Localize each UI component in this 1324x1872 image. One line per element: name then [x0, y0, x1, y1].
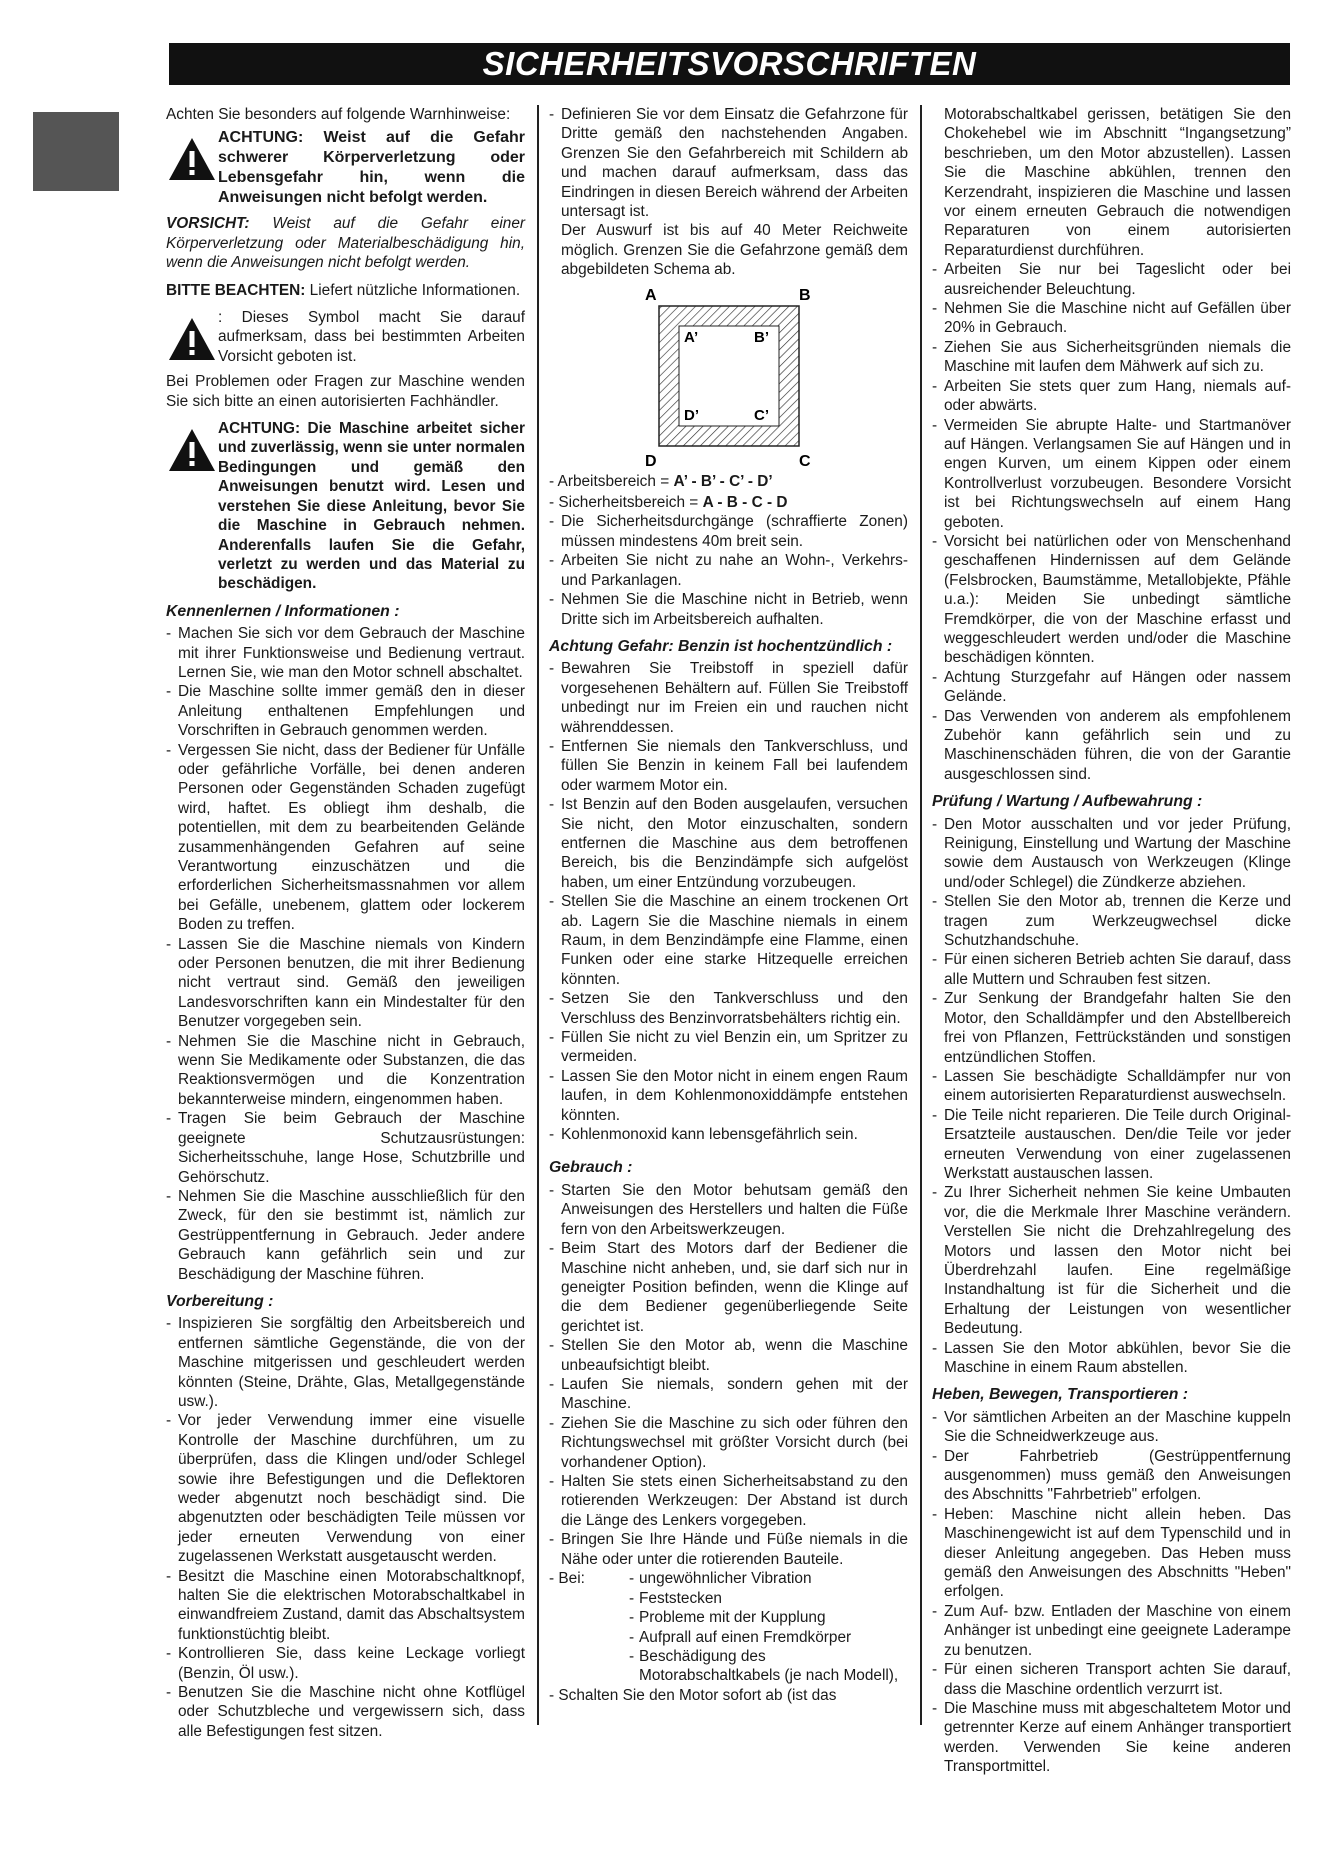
warning-triangle-icon	[166, 308, 218, 362]
achtung-text: ACHTUNG: Weist auf die Gefahr schwerer Körperverletzung oder Lebensgefahr hin, wenn die Anweisungen nicht befolgt werden.	[218, 129, 525, 207]
list-item: - Arbeiten Sie nur bei Tageslicht oder bei ausreichender Beleuchtung.	[932, 260, 1291, 299]
warning-triangle-icon	[166, 419, 218, 473]
label-D: D	[645, 452, 657, 468]
list-item: - Bringen Sie Ihre Hände und Füße niemals in die Nähe oder unter die rotierenden Bauteile.	[549, 1530, 908, 1569]
section-tab-marker	[33, 112, 119, 191]
list-item: - Vergessen Sie nicht, dass der Bediener für Unfälle oder gefährliche Vorfälle, bei denen anderen Personen oder Gegenständen Schaden zugefügt wird, haftet. Es obliegt ihm deshalb, die potentiellen, mit dem zu bearbeitenden Gelände zusammenhängenden Gefahren auf seine Verantwortung einzuschätzen und die erforderlichen Sicherheitsmassnahmen vor allem bei Gefälle, unebenem, glattem oder lockerem Boden zu treffen.	[166, 741, 525, 935]
list-item: - Füllen Sie nicht zu viel Benzin ein, um Spritzer zu vermeiden.	[549, 1028, 908, 1067]
list-benzin	[549, 659, 908, 1144]
list-item: - Stellen Sie den Motor ab, trennen die Kerze und tragen zum Werkzeugwechsel dicke Schutzhandschuhe.	[932, 892, 1291, 950]
list-item: - Halten Sie stets einen Sicherheitsabstand zu den rotierenden Werkzeugen: Der Abstand ist durch die Länge des Lenkers vorgegeben.	[549, 1472, 908, 1530]
sub-item: - Beschädigung des Motorabschaltkabels (je nach Modell),	[629, 1647, 908, 1686]
bei-sublist	[549, 1569, 908, 1685]
warning-block-achtung-2	[166, 419, 525, 594]
arbeitsbereich-value: A’ - B’ - C’ - D’	[673, 472, 773, 490]
list-item: - Ziehen Sie die Maschine zu sich oder führen den Richtungswechsel mit größter Vorsicht durch (bei vorhandener Option).	[549, 1414, 908, 1472]
list-item: - Lassen Sie den Motor nicht in einem engen Raum laufen, in dem Kohlenmonoxiddämpfe entstehen könnten.	[549, 1067, 908, 1125]
column-divider-1	[537, 105, 539, 1725]
sub-item: - Aufprall auf einen Fremdkörper	[629, 1628, 908, 1647]
list-item: - Nehmen Sie die Maschine nicht auf Gefällen über 20% in Gebrauch.	[932, 299, 1291, 338]
list-item: - Stellen Sie die Maschine an einem trockenen Ort ab. Lagern Sie die Maschine niemals in einem Raum, in dem Benzindämpfe eine Flamme, einen Funken oder eine starke Hitzequelle erreichen könnten.	[549, 892, 908, 989]
schalten-text: - Schalten Sie den Motor sofort ab (ist das	[549, 1686, 837, 1704]
bitte-beachten-text	[166, 281, 525, 300]
sub-item: - ungewöhnlicher Vibration	[629, 1569, 908, 1588]
sicherheitsbereich-value: A - B - C - D	[702, 494, 788, 512]
list-item: - Für einen sicheren Transport achten Sie darauf, dass die Maschine ordentlich verzurrt ist.	[932, 1660, 1291, 1699]
list-item: - Vor jeder Verwendung immer eine visuelle Kontrolle der Maschine durchführen, um zu überprüfen, dass die Klingen und/oder Schlegel sowie ihre Befestigungen und die Deflektoren weder abgenutzt noch beschädigt sind. Die abgenutzten oder beschädigten Teile müssen vor jeder erneuten Verwendung von einer zugelassenen Werkstatt ausgetauscht werden.	[166, 1411, 525, 1566]
list-item: - Nehmen Sie die Maschine ausschließlich für den Zweck, für den sie bestimmt ist, nämlich zur Gestrüppentfernung in Gebrauch. Jeder andere Gebrauch kann gefährlich sein und zur Beschädigung der Maschine führen.	[166, 1187, 525, 1284]
list-item: - Die Maschine sollte immer gemäß den in dieser Anleitung enthaltenen Empfehlungen und Vorschriften in Gebrauch genommen werden.	[166, 682, 525, 740]
label-C-prime: C’	[754, 406, 769, 424]
list-item: - Setzen Sie den Tankverschluss und den Verschluss des Benzinvorratsbehälters richtig ein.	[549, 989, 908, 1028]
list-item: - Arbeiten Sie stets quer zum Hang, niemals auf- oder abwärts.	[932, 377, 1291, 416]
list-item: - Kohlenmonoxid kann lebensgefährlich sein.	[549, 1125, 908, 1144]
heading-heben: Heben, Bewegen, Transportieren :	[932, 1386, 1189, 1404]
list-heben	[932, 1408, 1291, 1777]
auswurf-text: Der Auswurf ist bis auf 40 Meter Reichweite möglich. Grenzen Sie die Gefahrzone gemäß dem abgebildeten Schema ab.	[561, 222, 908, 279]
list-item: - Benutzen Sie die Maschine nicht ohne Kotflügel oder Schutzbleche und vergewissern sich, dass alle Befestigungen fest sitzen.	[166, 1683, 525, 1741]
label-B: B	[799, 286, 811, 304]
sicherheitsbereich-def	[549, 493, 908, 512]
arbeitsbereich-def	[549, 472, 908, 491]
list-item: - Ziehen Sie aus Sicherheitsgründen niemals die Maschine mit laufen dem Mähwerk auf sich zu.	[932, 338, 1291, 377]
column-3	[932, 105, 1291, 1777]
list-item: - Lassen Sie den Motor abkühlen, bevor Sie die Maschine in einem Raum abstellen.	[932, 1339, 1291, 1378]
list-item: - Beim Start des Motors darf der Bediener die Maschine nicht anheben, und, sie darf sich nur in geneigter Position befinden, wenn die Klinge auf die dem Bediener gegenüberliegende Seite gerichtet ist.	[549, 1239, 908, 1336]
label-B-prime: B’	[754, 328, 769, 346]
list-item: - Ist Benzin auf den Boden ausgelaufen, versuchen Sie nicht, den Motor einzuschalten, sondern entfernen die Maschine aus dem betroffenen Bereich, bis die Benzindämpfe sich aufgelöst haben, um einer Entzündung vorzubeugen.	[549, 795, 908, 892]
list-item: - Der Fahrbetrieb (Gestrüppentfernung ausgenommen) muss gemäß den Anweisungen des Abschnitts "Fahrbetrieb" erfolgen.	[932, 1447, 1291, 1505]
bei-label: - Bei:	[549, 1570, 585, 1587]
list-item: - Heben: Maschine nicht allein heben. Das Maschinengewicht ist auf dem Typenschild und in dieser Anleitung angegeben. Das Heben muss gemäß den Anweisungen des Abschnitts "Heben" erfolgen.	[932, 1505, 1291, 1602]
intro-text: Achten Sie besonders auf folgende Warnhinweise:	[166, 106, 511, 123]
vorsicht-label: VORSICHT:	[166, 215, 250, 233]
bitte-beachten-label: BITTE BEACHTEN:	[166, 281, 306, 299]
list-gefahrzone	[549, 105, 908, 221]
list-item: - Achtung Sturzgefahr auf Hängen oder nassem Gelände.	[932, 668, 1291, 707]
heading-gebrauch: Gebrauch :	[549, 1159, 633, 1177]
arbeitsbereich-label: - Arbeitsbereich =	[549, 472, 674, 490]
heading-pruefung: Prüfung / Wartung / Aufbewahrung :	[932, 793, 1203, 811]
page-title-bar	[169, 43, 1290, 85]
list-item: - Lassen Sie beschädigte Schalldämpfer nur von einem autorisierten Reparaturdienst auswechseln.	[932, 1067, 1291, 1106]
vorsicht-text	[166, 214, 525, 272]
list-gebrauch	[549, 1181, 908, 1569]
label-D-prime: D’	[684, 406, 699, 424]
bitte-beachten-body: Liefert nützliche Informationen.	[309, 281, 521, 299]
list-item: - Besitzt die Maschine einen Motorabschaltknopf, halten Sie die elektrischen Motorabschaltkabel in einwandfreiem Zustand, damit das Abschaltsystem funktionstüchtig bleibt.	[166, 1567, 525, 1645]
list-item: - Stellen Sie den Motor ab, wenn die Maschine unbeaufsichtigt bleibt.	[549, 1336, 908, 1375]
column-1	[166, 105, 525, 1741]
list-item: - Vor sämtlichen Arbeiten an der Maschine kuppeln Sie die Schneidwerkzeuge aus.	[932, 1408, 1291, 1447]
list-item: - Entfernen Sie niemals den Tankverschluss, und füllen Sie Benzin in keinem Fall bei laufendem oder warmem Motor ein.	[549, 737, 908, 795]
label-C: C	[799, 452, 811, 468]
label-A: A	[645, 286, 657, 304]
heading-benzin: Achtung Gefahr: Benzin ist hochentzündlich :	[549, 637, 893, 655]
list-kennenlernen	[166, 624, 525, 1284]
list-item: - Inspizieren Sie sorgfältig den Arbeitsbereich und entfernen sämtliche Gegenstände, die von der Maschine mitgerissen und geschleudert werden könnten (Steine, Drähte, Glas, Metallgegenstände usw.).	[166, 1314, 525, 1411]
list-item: - Den Motor ausschalten und vor jeder Prüfung, Reinigung, Einstellung und Wartung der Maschine sowie dem Austausch von Werkzeugen (Klinge und/oder Schlegel) die Zündkerze abziehen.	[932, 815, 1291, 893]
symbol-block	[166, 308, 525, 366]
list-item: - Kontrollieren Sie, dass keine Leckage vorliegt (Benzin, Öl usw.).	[166, 1644, 525, 1683]
list-item: - Tragen Sie beim Gebrauch der Maschine geeignete Schutzausrüstungen: Sicherheitsschuhe, lange Hose, Schutzbrille und Gehörschutz.	[166, 1109, 525, 1187]
list-item: - Nehmen Sie die Maschine nicht in Gebrauch, wenn Sie Medikamente oder Substanzen, die das Reaktionsvermögen und die Konzentration bekannterweise mindern, eingenommen haben.	[166, 1032, 525, 1110]
list-item: - Zum Auf- bzw. Entladen der Maschine von einem Anhänger ist unbedingt eine geeignete Laderampe zu benutzen.	[932, 1602, 1291, 1660]
column-divider-2	[920, 105, 922, 1725]
list-item: - Zu Ihrer Sicherheit nehmen Sie keine Umbauten vor, die die Merkmale Ihrer Maschine verändern. Verstellen Sie nicht die Drehzahlregelung des Motors und lassen den Motor nicht bei Überdrehzahl laufen. Eine regelmäßige Instandhaltung ist für die Sicherheit und die Erhaltung der Leistungen von wesentlicher Bedeutung.	[932, 1183, 1291, 1338]
list-zone	[549, 512, 908, 628]
danger-zone-diagram	[639, 286, 819, 468]
column-2	[549, 105, 908, 1705]
list-item: - Die Teile nicht reparieren. Die Teile durch Original-Ersatzteile austauschen. Den/die Teile vor jeder erneuten Verwendung von einer zugelassenen Werkstatt austauschen lassen.	[932, 1106, 1291, 1184]
list-item: - Definieren Sie vor dem Einsatz die Gefahrzone für Dritte gemäß den nachstehenden Angaben. Grenzen Sie den Gefahrbereich mit Schildern ab und machen darauf aufmerksam, dass das Eindringen in diesen Bereich während der Arbeiten untersagt ist.	[549, 105, 908, 221]
warning-block-achtung	[166, 128, 525, 208]
list-item: - Vorsicht bei natürlichen oder von Menschenhand geschaffenen Hindernissen auf dem Gelände (Felsbrocken, Baumstämme, Metallobjekte, Pfähle u.a.): Meiden Sie unbedingt sämtliche Fremdkörper, die von der Maschine erfasst und weggeschleudert werden und/oder die Maschine beschädigen könnten.	[932, 532, 1291, 668]
page-title: SICHERHEITSVORSCHRIFTEN	[482, 45, 977, 82]
list-pruefung	[932, 815, 1291, 1378]
list-item: - Für einen sicheren Betrieb achten Sie darauf, dass alle Muttern und Schrauben fest sitzen.	[932, 950, 1291, 989]
sub-item: - Feststecken	[629, 1589, 908, 1608]
symbol-text: : Dieses Symbol macht Sie darauf aufmerksam, dass bei bestimmten Arbeiten Vorsicht geboten ist.	[218, 309, 525, 365]
warning-triangle-icon	[166, 128, 218, 182]
achtung-2-text: ACHTUNG: Die Maschine arbeitet sicher und zuverlässig, wenn sie unter normalen Bedingungen und gemäß den Anweisungen benutzt wird. Lesen und verstehen Sie diese Anleitung, bevor Sie die Maschine in Gebrauch nehmen. Anderenfalls laufen Sie die Gefahr, verletzt zu werden und das Material zu beschädigen.	[218, 420, 525, 593]
list-item: - Machen Sie sich vor dem Gebrauch der Maschine mit ihrer Funktionsweise und Bedienung vertraut. Lernen Sie, wie man den Motor schnell abschaltet.	[166, 624, 525, 682]
list-vorbereitung	[166, 1314, 525, 1741]
list-item: - Starten Sie den Motor behutsam gemäß den Anweisungen des Herstellers und halten die Füße fern von den Arbeitswerkzeugen.	[549, 1181, 908, 1239]
heading-vorbereitung: Vorbereitung :	[166, 1292, 274, 1310]
list-item: - Lassen Sie die Maschine niemals von Kindern oder Personen benutzen, die mit ihrer Bedienung nicht vertraut sind. Gemäß den jeweiligen Landesvorschriften kann ein Mindestalter für den Benutzer vorgegeben sein.	[166, 935, 525, 1032]
continuation-text: Motorabschaltkabel gerissen, betätigen Sie den Chokehebel wie im Abschnitt “Ingangsetzung” beschrieben, um den Motor abzustellen). Lassen Sie die Maschine abkühlen, trennen den Kerzendraht, inspizieren die Maschine und lassen vor einem erneuten Gebrauch die notwendigen Reparaturen von einem autorisierten Reparaturdienst durchführen.	[944, 106, 1291, 259]
heading-kennenlernen: Kennenlernen / Informationen :	[166, 602, 400, 620]
list-item: - Laufen Sie niemals, sondern gehen mit der Maschine.	[549, 1375, 908, 1414]
list-item: - Vermeiden Sie abrupte Halte- und Startmanöver auf Hängen. Verlangsamen Sie auf Hängen und in engen Kurven, um einem Kippen oder einem Kontrollverlust vorzubeugen. Besondere Vorsicht ist bei Richtungswechseln auf einem Hang geboten.	[932, 416, 1291, 532]
list-item: - Arbeiten Sie nicht zu nahe an Wohn-, Verkehrs- und Parkanlagen.	[549, 551, 908, 590]
list-item: - Die Maschine muss mit abgeschaltetem Motor und getrennter Kerze auf einem Anhänger transportiert werden. Verwenden Sie keine anderen Transportmittel.	[932, 1699, 1291, 1777]
list-item: - Das Verwenden von anderem als empfohlenem Zubehör kann gefährlich sein und zu Maschinenschäden führen, die von der Garantie ausgeschlossen sind.	[932, 707, 1291, 785]
sub-item: - Probleme mit der Kupplung	[629, 1608, 908, 1627]
list-item: - Bewahren Sie Treibstoff in speziell dafür vorgesehenen Behältern auf. Füllen Sie Treibstoff unbedingt nur im Freien ein und rauchen nicht währenddessen.	[549, 659, 908, 737]
list-item: - Zur Senkung der Brandgefahr halten Sie den Motor, den Schalldämpfer und den Abstellbereich frei von Pflanzen, Fettrückständen und sonstigen entzündlichen Stoffen.	[932, 989, 1291, 1067]
problems-text: Bei Problemen oder Fragen zur Maschine wenden Sie sich bitte an einen autorisierten Fachhändler.	[166, 373, 525, 410]
list-item: - Nehmen Sie die Maschine nicht in Betrieb, wenn Dritte sich im Arbeitsbereich aufhalten.	[549, 590, 908, 629]
sicherheitsbereich-label: - Sicherheitsbereich =	[549, 494, 703, 512]
list-item: - Die Sicherheitsdurchgänge (schraffierte Zonen) müssen mindestens 40m breit sein.	[549, 512, 908, 551]
vorsicht-body: Weist auf die Gefahr einer Körperverletzung oder Materialbeschädigung hin, wenn die Anweisungen nicht befolgt werden.	[166, 215, 526, 272]
list-arbeiten	[932, 260, 1291, 784]
label-A-prime: A’	[684, 328, 699, 346]
